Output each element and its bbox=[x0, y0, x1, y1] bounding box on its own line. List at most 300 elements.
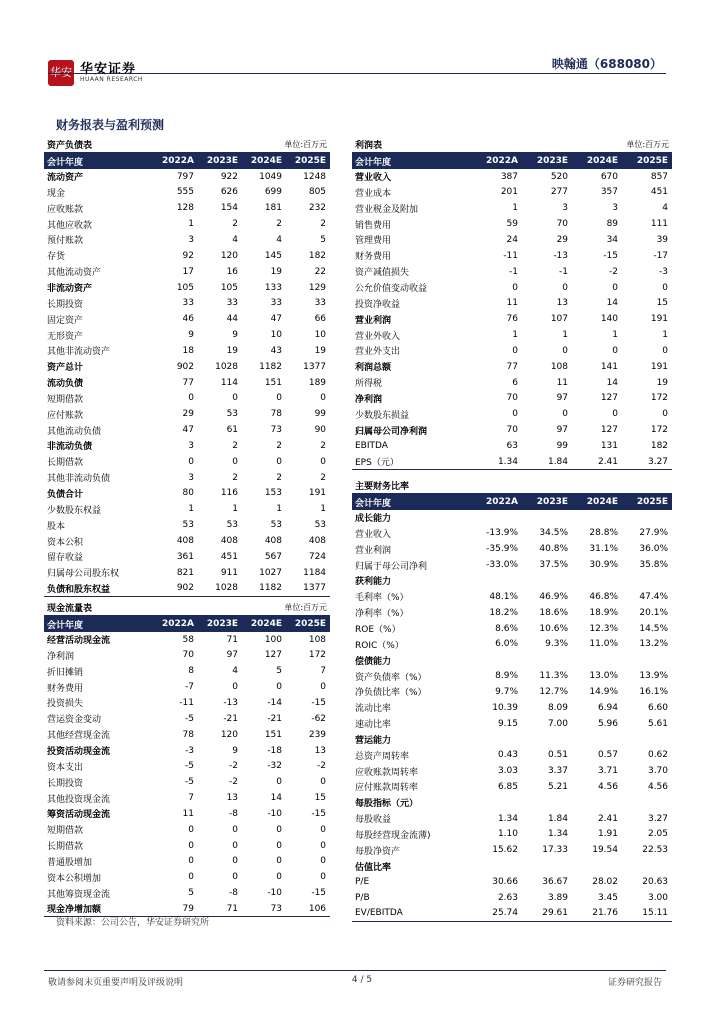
row-value bbox=[622, 510, 672, 526]
row-value: 3.03 bbox=[497, 766, 518, 777]
table-row bbox=[352, 454, 672, 470]
row-value: 0 bbox=[188, 393, 194, 404]
row-label: 每股指标（元） bbox=[355, 799, 419, 810]
table-row bbox=[44, 695, 330, 711]
row-label: 现金 bbox=[47, 188, 66, 199]
row-label: 毛利率（%） bbox=[355, 593, 409, 604]
table-row bbox=[352, 438, 672, 454]
row-label: 成长能力 bbox=[355, 514, 392, 525]
row-label: 折旧摊销 bbox=[47, 667, 84, 678]
row-label: 流动资产 bbox=[47, 173, 84, 184]
row-value: 77 bbox=[182, 377, 194, 388]
row-value: 922 bbox=[220, 171, 239, 182]
row-value bbox=[522, 652, 572, 668]
row-value: 11.0% bbox=[589, 639, 618, 650]
row-value: 97 bbox=[556, 425, 569, 436]
row-value: 0.57 bbox=[597, 750, 618, 761]
row-value: 11.3% bbox=[539, 671, 568, 682]
row-value: 4.56 bbox=[597, 781, 618, 792]
table-row bbox=[352, 589, 672, 605]
row-value: 13.2% bbox=[639, 639, 669, 650]
table-title: 主要财务比率 bbox=[352, 478, 672, 494]
row-label: 长期投资 bbox=[47, 778, 84, 789]
table-row bbox=[44, 774, 330, 790]
row-value: 3.45 bbox=[597, 892, 618, 903]
row-value: 2.05 bbox=[647, 829, 669, 840]
row-value: 1.34 bbox=[472, 454, 522, 470]
row-label: 营业外支出 bbox=[355, 347, 401, 358]
row-value: -8 bbox=[229, 888, 239, 899]
table-row bbox=[44, 454, 330, 470]
table-row bbox=[44, 470, 330, 486]
row-label: 营运资金变动 bbox=[47, 715, 102, 726]
row-value: 1377 bbox=[286, 581, 330, 597]
footer-disclaimer: 敬请参阅末页重要声明及评级说明 bbox=[48, 978, 184, 988]
table-row bbox=[352, 510, 672, 526]
header-year: 2022A bbox=[472, 494, 522, 510]
row-value: 153 bbox=[264, 488, 283, 499]
row-value bbox=[522, 732, 572, 748]
table-row bbox=[44, 391, 330, 407]
table-row bbox=[44, 185, 330, 201]
row-value: 2 bbox=[320, 472, 327, 483]
row-value: -5 bbox=[185, 713, 194, 724]
header-logo bbox=[48, 58, 198, 86]
row-value: 77 bbox=[506, 361, 518, 372]
row-value: 857 bbox=[650, 171, 669, 182]
row-label: 资产减值损失 bbox=[355, 268, 410, 279]
row-value: 14 bbox=[606, 298, 619, 309]
row-value: 19 bbox=[270, 266, 283, 277]
row-label: 负债和股东权益 bbox=[44, 581, 154, 597]
row-label: 股本 bbox=[47, 521, 66, 532]
table-row bbox=[352, 264, 672, 280]
row-value: 0 bbox=[562, 282, 569, 293]
row-label: 短期借款 bbox=[47, 826, 84, 837]
row-value: 5 bbox=[320, 234, 327, 245]
row-value: 9.7% bbox=[495, 686, 518, 697]
row-label: 每股净资产 bbox=[355, 846, 401, 857]
row-label: 所得税 bbox=[355, 379, 383, 390]
table-row bbox=[352, 232, 672, 248]
row-value: -13 bbox=[223, 697, 239, 708]
row-value: 7.00 bbox=[547, 718, 568, 729]
table-row bbox=[352, 906, 672, 922]
row-label: 获利能力 bbox=[355, 577, 392, 588]
row-value: 29 bbox=[182, 409, 194, 420]
row-value: 3.27 bbox=[622, 454, 672, 470]
row-value: 0 bbox=[232, 456, 239, 467]
row-value bbox=[572, 510, 622, 526]
row-value: -7 bbox=[185, 682, 194, 693]
table-row bbox=[44, 869, 330, 885]
table-row bbox=[44, 359, 330, 375]
row-value: 724 bbox=[308, 551, 327, 562]
row-value: 7 bbox=[320, 666, 327, 677]
row-value: 8.6% bbox=[495, 623, 518, 634]
row-value: 4 bbox=[232, 234, 239, 245]
row-value: 0 bbox=[320, 456, 327, 467]
row-label: 每股收益 bbox=[355, 815, 392, 826]
row-value: 408 bbox=[220, 536, 239, 547]
row-label: 长期借款 bbox=[47, 458, 84, 469]
row-label: 其他经营现金流 bbox=[47, 731, 111, 742]
row-value: 4.56 bbox=[647, 781, 669, 792]
row-value: 133 bbox=[264, 282, 283, 293]
row-label: 筹资活动现金流 bbox=[47, 810, 111, 821]
row-label: ROIC（%） bbox=[355, 640, 404, 651]
row-label: 归属母公司股东权 bbox=[47, 569, 120, 580]
row-value: 13 bbox=[556, 298, 569, 309]
row-value: 2.63 bbox=[497, 892, 518, 903]
row-value: -11 bbox=[503, 250, 518, 261]
row-value: 1.34 bbox=[497, 813, 518, 824]
footer-divider bbox=[44, 970, 666, 971]
row-value: 0 bbox=[512, 409, 518, 420]
row-value: 5.21 bbox=[547, 781, 568, 792]
table-header-row bbox=[44, 153, 330, 169]
row-value: 16 bbox=[226, 266, 239, 277]
row-value: 0 bbox=[276, 393, 283, 404]
row-value: 105 bbox=[220, 282, 239, 293]
row-value: 0 bbox=[320, 682, 327, 693]
table-title-row bbox=[44, 600, 330, 616]
header-year: 2023E bbox=[522, 153, 572, 169]
row-value: 31.1% bbox=[589, 544, 618, 555]
table-row bbox=[44, 711, 330, 727]
table-row bbox=[352, 684, 672, 700]
row-value: -8 bbox=[229, 808, 239, 819]
table-row bbox=[44, 743, 330, 759]
row-value: 3.70 bbox=[647, 766, 669, 777]
row-value: 30.9% bbox=[589, 560, 618, 571]
row-value: 0 bbox=[612, 282, 619, 293]
row-value: 2 bbox=[276, 440, 283, 451]
row-label: 非流动负债 bbox=[47, 442, 93, 453]
row-value: 12.7% bbox=[539, 686, 568, 697]
table-row bbox=[44, 758, 330, 774]
row-value: 408 bbox=[264, 536, 283, 547]
row-value: -33.0% bbox=[486, 560, 518, 571]
source-note: 资料来源：公司公告，华安证券研究所 bbox=[56, 918, 210, 928]
table-row bbox=[352, 652, 672, 668]
row-value: 3.00 bbox=[647, 892, 669, 903]
row-value: 0 bbox=[188, 856, 194, 867]
row-value: 0 bbox=[562, 345, 569, 356]
row-value: 154 bbox=[220, 203, 239, 214]
row-value: 18.9% bbox=[589, 607, 618, 618]
row-label: 无形资产 bbox=[47, 331, 84, 342]
row-value bbox=[472, 652, 522, 668]
row-value bbox=[572, 573, 622, 589]
row-value: 15.62 bbox=[492, 845, 518, 856]
header-year: 2024E bbox=[242, 153, 286, 169]
row-label: 销售费用 bbox=[355, 220, 392, 231]
header-year: 2025E bbox=[622, 494, 672, 510]
row-value: 53 bbox=[182, 520, 194, 531]
header-year: 2024E bbox=[572, 494, 622, 510]
row-value: 699 bbox=[264, 187, 283, 198]
row-value: 47 bbox=[182, 425, 194, 436]
row-value: 46.9% bbox=[539, 591, 568, 602]
row-label: 净利率（%） bbox=[355, 609, 409, 620]
table-title-row bbox=[352, 478, 672, 494]
row-value: -32 bbox=[267, 761, 283, 772]
row-value: 12.3% bbox=[589, 623, 618, 634]
row-value bbox=[572, 732, 622, 748]
row-label: EV/EBITDA bbox=[352, 906, 472, 922]
row-value: 37.5% bbox=[539, 560, 568, 571]
row-value: 182 bbox=[650, 440, 669, 451]
row-value: 128 bbox=[176, 203, 194, 214]
table-row bbox=[352, 280, 672, 296]
row-value: 46 bbox=[182, 314, 194, 325]
row-value: 4 bbox=[276, 234, 283, 245]
row-value: 2.41 bbox=[572, 454, 622, 470]
row-value: 108 bbox=[308, 634, 327, 645]
row-value: 189 bbox=[308, 377, 327, 388]
row-value: 1377 bbox=[303, 361, 327, 372]
row-value: 555 bbox=[176, 187, 194, 198]
row-label: 财务费用 bbox=[355, 252, 392, 263]
row-label: 少数股东权益 bbox=[47, 505, 102, 516]
row-value: 182 bbox=[308, 250, 327, 261]
row-label: ROE（%） bbox=[355, 625, 401, 636]
row-value: 15.11 bbox=[622, 906, 672, 922]
row-value: 73 bbox=[242, 901, 286, 917]
row-value: 5.61 bbox=[647, 718, 669, 729]
row-value: 33 bbox=[226, 298, 239, 309]
row-value: 18 bbox=[182, 345, 194, 356]
row-value: 8 bbox=[188, 666, 194, 677]
row-value: 0.62 bbox=[647, 750, 669, 761]
row-label: 应付账款 bbox=[47, 410, 84, 421]
header-year: 2023E bbox=[198, 153, 242, 169]
row-value: 1184 bbox=[303, 567, 327, 578]
row-value: 1028 bbox=[198, 581, 242, 597]
table-row bbox=[352, 557, 672, 573]
row-label: 预付账款 bbox=[47, 236, 84, 247]
row-value: 5 bbox=[188, 888, 194, 899]
table-row bbox=[44, 838, 330, 854]
row-value: 1.34 bbox=[547, 829, 568, 840]
row-value: 0 bbox=[276, 872, 283, 883]
table-row bbox=[352, 391, 672, 407]
row-value: 90 bbox=[314, 425, 327, 436]
row-value bbox=[622, 652, 672, 668]
report-stock-title: 映翰通（688080） bbox=[551, 57, 662, 71]
row-value: 0 bbox=[276, 856, 283, 867]
row-value: -13 bbox=[553, 250, 569, 261]
row-value bbox=[622, 732, 672, 748]
row-value: 805 bbox=[308, 187, 327, 198]
row-value: 5.96 bbox=[597, 718, 618, 729]
table-row bbox=[44, 248, 330, 264]
row-label: 其他流动资产 bbox=[47, 268, 102, 279]
table-row bbox=[44, 632, 330, 648]
row-value bbox=[572, 652, 622, 668]
row-value: 10.39 bbox=[492, 702, 518, 713]
row-value: 797 bbox=[176, 171, 194, 182]
row-label: 应付账款周转率 bbox=[355, 783, 419, 794]
row-value: 0 bbox=[188, 840, 194, 851]
row-value: 3 bbox=[188, 472, 194, 483]
row-value: 11 bbox=[182, 808, 194, 819]
row-label: 估值比率 bbox=[355, 862, 392, 873]
row-value: 70 bbox=[556, 219, 569, 230]
row-value: 44 bbox=[226, 314, 239, 325]
row-value: 0 bbox=[320, 393, 327, 404]
row-value: 151 bbox=[264, 729, 283, 740]
table-title: 现金流量表 bbox=[44, 600, 242, 616]
row-value: 17 bbox=[182, 266, 194, 277]
row-value: 73 bbox=[270, 425, 283, 436]
row-value: 35.8% bbox=[639, 560, 669, 571]
row-value: 25.74 bbox=[472, 906, 522, 922]
row-value: 408 bbox=[176, 536, 194, 547]
row-label: 长期借款 bbox=[47, 842, 84, 853]
row-label: 营运能力 bbox=[355, 735, 392, 746]
row-value: 1 bbox=[232, 504, 239, 515]
row-value: 1 bbox=[562, 330, 569, 341]
row-label: 投资损失 bbox=[47, 699, 84, 710]
row-value: 3.37 bbox=[547, 766, 568, 777]
row-value: 13.9% bbox=[639, 671, 669, 682]
row-label: 资产负债率（%） bbox=[355, 672, 427, 683]
table-row bbox=[352, 216, 672, 232]
row-value: 0 bbox=[232, 824, 239, 835]
logo-english: HUAAN RESEARCH bbox=[80, 76, 143, 83]
row-value: 43 bbox=[270, 345, 283, 356]
header-label: 会计年度 bbox=[44, 616, 154, 632]
row-label: 流动比率 bbox=[355, 704, 392, 715]
row-value: 14.5% bbox=[639, 623, 669, 634]
row-label: 其他流动负债 bbox=[47, 426, 102, 437]
row-value: -17 bbox=[653, 250, 669, 261]
table-row bbox=[352, 573, 672, 589]
row-value: 29 bbox=[556, 234, 569, 245]
row-value: 0 bbox=[662, 282, 669, 293]
row-value: 9 bbox=[232, 330, 239, 341]
table-row bbox=[352, 779, 672, 795]
row-label: 营业成本 bbox=[355, 188, 392, 199]
row-value: 0 bbox=[232, 872, 239, 883]
header-year: 2025E bbox=[622, 153, 672, 169]
header-year: 2024E bbox=[242, 616, 286, 632]
row-value: -5 bbox=[185, 761, 194, 772]
row-value: 24 bbox=[506, 234, 518, 245]
table-row bbox=[352, 795, 672, 811]
table-row bbox=[352, 526, 672, 542]
table-row bbox=[352, 747, 672, 763]
row-value: -1 bbox=[509, 266, 518, 277]
table-row bbox=[44, 422, 330, 438]
header-year: 2022A bbox=[154, 616, 198, 632]
row-value: 15 bbox=[656, 298, 669, 309]
row-value: 191 bbox=[650, 314, 669, 325]
row-value: 3 bbox=[188, 234, 194, 245]
row-value: 1027 bbox=[259, 567, 283, 578]
row-label: P/B bbox=[355, 892, 370, 903]
table-unit: 单位:百万元 bbox=[572, 137, 672, 153]
row-value: 6.0% bbox=[495, 639, 518, 650]
row-value: 3 bbox=[612, 203, 619, 214]
table-row bbox=[44, 438, 330, 454]
row-value: 106 bbox=[286, 901, 330, 917]
row-label: 营业外收入 bbox=[355, 331, 401, 342]
table-header-row bbox=[352, 153, 672, 169]
header-divider bbox=[48, 73, 666, 74]
row-value: 821 bbox=[176, 567, 194, 578]
header-year: 2024E bbox=[572, 153, 622, 169]
row-label: 营业收入 bbox=[355, 173, 392, 184]
row-value: 33 bbox=[182, 298, 194, 309]
row-value: 116 bbox=[220, 488, 239, 499]
row-value: 97 bbox=[226, 650, 239, 661]
row-value: 131 bbox=[600, 440, 619, 451]
row-label: 负债合计 bbox=[47, 489, 84, 500]
balance-sheet-table bbox=[44, 137, 330, 597]
row-value: 114 bbox=[220, 377, 239, 388]
table-row bbox=[44, 343, 330, 359]
table-row bbox=[44, 295, 330, 311]
table-row bbox=[44, 169, 330, 185]
row-value: 6.94 bbox=[597, 702, 618, 713]
table-row bbox=[44, 822, 330, 838]
table-row bbox=[352, 248, 672, 264]
logo-mark-icon: 华安 bbox=[48, 60, 74, 86]
table-row bbox=[352, 327, 672, 343]
table-header-row bbox=[352, 494, 672, 510]
row-value: 19 bbox=[226, 345, 239, 356]
row-value: 1 bbox=[512, 203, 518, 214]
row-value: 0 bbox=[276, 456, 283, 467]
row-value: 78 bbox=[182, 729, 194, 740]
table-row bbox=[44, 648, 330, 664]
row-value: 20.63 bbox=[642, 877, 669, 888]
row-value: 1 bbox=[188, 219, 194, 230]
row-label: 其他筹资现金流 bbox=[47, 889, 111, 900]
row-value: 670 bbox=[600, 171, 619, 182]
row-value: 66 bbox=[314, 314, 327, 325]
row-value: -3 bbox=[185, 745, 194, 756]
row-label: 留存收益 bbox=[47, 553, 84, 564]
row-value: 4 bbox=[232, 666, 239, 677]
table-row bbox=[44, 486, 330, 502]
row-value: 36.0% bbox=[639, 544, 669, 555]
table-unit: 单位:百万元 bbox=[242, 600, 330, 616]
row-label: 利润总额 bbox=[355, 363, 392, 374]
header-year: 2023E bbox=[198, 616, 242, 632]
header-label: 会计年度 bbox=[44, 153, 154, 169]
row-value: 2 bbox=[232, 219, 239, 230]
row-value: 181 bbox=[264, 203, 283, 214]
row-value: -3 bbox=[659, 266, 669, 277]
table-row bbox=[352, 169, 672, 185]
table-row bbox=[352, 185, 672, 201]
row-label: 经营活动现金流 bbox=[47, 636, 111, 647]
row-value: 626 bbox=[220, 187, 239, 198]
row-value: 14 bbox=[606, 377, 619, 388]
table-row bbox=[352, 732, 672, 748]
row-value: 1049 bbox=[259, 171, 283, 182]
table-row bbox=[44, 854, 330, 870]
row-label: 营业税金及附加 bbox=[355, 204, 419, 215]
row-value: 20.1% bbox=[639, 607, 669, 618]
table-row bbox=[352, 605, 672, 621]
row-label: 每股经营现金流薄) bbox=[355, 830, 431, 841]
row-value bbox=[572, 858, 622, 874]
